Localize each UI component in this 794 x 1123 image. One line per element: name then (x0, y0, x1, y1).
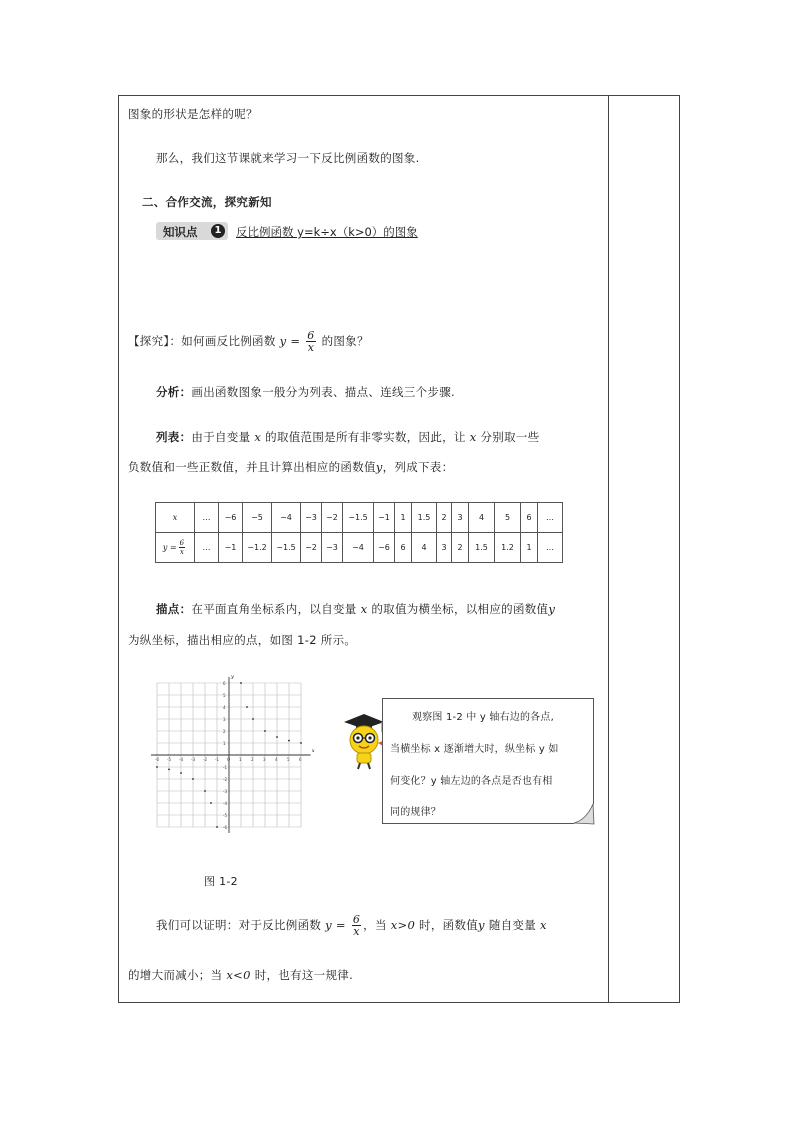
table-cell: −4 (343, 533, 374, 563)
fraction-6-over-x (306, 330, 315, 353)
proof-text-4: 时，函数值 (419, 918, 479, 932)
data-point (252, 718, 254, 720)
coordinate-graph (150, 674, 320, 840)
list-line-1 (156, 429, 539, 445)
analysis-label: 分析： (156, 385, 192, 399)
frac-num: 6 (352, 913, 361, 926)
table-cell: 4 (469, 503, 495, 533)
plot-text-1: 在平面直角坐标系内，以自变量 (191, 602, 357, 616)
list-label: 列表： (156, 430, 192, 444)
x-tick-label: 6 (299, 757, 302, 762)
y-tick-label: 3 (223, 717, 226, 722)
y-tick-label: 5 (223, 693, 226, 698)
plot-text-2: 的取值为横坐标，以相应的函数值 (371, 602, 549, 616)
data-point (288, 740, 290, 742)
table-cell: … (195, 533, 219, 563)
table-cell: 1.5 (469, 533, 495, 563)
table-cell: x (156, 503, 195, 533)
data-point (204, 790, 206, 792)
proof-cond-1: x>0 (390, 918, 416, 932)
table-cell: −6 (374, 533, 395, 563)
y-tick-label: -5 (223, 813, 227, 818)
table-cell: −5 (243, 503, 272, 533)
figure-caption: 图 1-2 (204, 875, 238, 888)
note-line-2: 当横坐标 x 逐渐增大时，纵坐标 y 如 (390, 744, 559, 755)
note-line-4: 同的规律？ (390, 807, 441, 818)
table-cell: −6 (219, 503, 243, 533)
table-cell: … (538, 503, 563, 533)
plot-line-1 (156, 601, 555, 617)
table-cell: −2 (322, 503, 343, 533)
y-tick-label: -3 (223, 789, 227, 794)
y-tick-label: -4 (223, 801, 227, 806)
values-table (155, 502, 563, 563)
analysis-text: 画出函数图象一般分为列表、描点、连线三个步骤. (191, 385, 455, 399)
table-cell: −1.2 (243, 533, 272, 563)
row2-label: y = (162, 543, 177, 552)
proof-text-5: 随自变量 (488, 918, 537, 932)
table-cell: −2 (301, 533, 322, 563)
data-point (276, 736, 278, 738)
badge-number-icon: 1 (211, 224, 225, 238)
data-point (192, 778, 194, 780)
x-tick-label: -6 (155, 757, 159, 762)
proof-line-2a: 的增大而减小；当 (128, 968, 223, 982)
table-cell: −4 (272, 503, 301, 533)
list-text-2: 的取值范围是所有非零实数，因此，让 (265, 430, 466, 444)
list-line-2 (128, 459, 453, 475)
frac-den: x (353, 925, 360, 938)
x-axis-label: x (311, 748, 315, 754)
y-tick-label: 2 (223, 729, 226, 734)
table-cell: −1.5 (343, 503, 374, 533)
data-point (240, 682, 242, 684)
table-row (156, 533, 563, 563)
explore-line (128, 330, 369, 353)
frac-num: 6 (179, 539, 185, 547)
var-y: y (478, 918, 485, 932)
proof-line-1 (156, 914, 547, 937)
var-x: x (539, 918, 547, 932)
table-cell: 1.2 (495, 533, 521, 563)
badge-label: 知识点 (163, 225, 198, 239)
scholar-cartoon-icon (340, 712, 386, 770)
frac-den: x (179, 548, 184, 556)
table-cell: 3 (437, 533, 452, 563)
data-point (210, 802, 212, 804)
eq-y: y = (279, 334, 301, 348)
var-y: y (375, 460, 383, 474)
proof-line-2 (128, 967, 353, 983)
table-row-label (156, 533, 195, 563)
var-x: x (254, 430, 262, 444)
table-cell: … (538, 533, 563, 563)
data-point (246, 706, 248, 708)
x-tick-label: -2 (203, 757, 207, 762)
x-tick-label: 3 (263, 757, 266, 762)
frac-num: 6 (307, 329, 315, 342)
list-text-3: 分别取一些 (480, 430, 540, 444)
x-tick-label: -5 (167, 757, 171, 762)
text-line-2: 那么，我们这节课就来学习一下反比例函数的图象. (156, 151, 420, 165)
explore-suffix: 的图象？ (321, 334, 369, 348)
table-cell: 1.5 (412, 503, 437, 533)
fraction-6-over-x (179, 539, 185, 556)
data-point (300, 742, 302, 744)
table-cell: −1.5 (272, 533, 301, 563)
table-cell: 6 (521, 503, 538, 533)
proof-text-1: 我们可以证明：对于反比例函数 (156, 918, 322, 932)
data-point (264, 730, 266, 732)
data-point (168, 769, 170, 771)
page-curl-icon (574, 804, 594, 824)
frac-den: x (307, 341, 315, 354)
y-tick-label: 4 (223, 705, 226, 710)
table-cell: 5 (495, 503, 521, 533)
var-x: x (469, 430, 477, 444)
table-cell: 1 (521, 533, 538, 563)
eq-y: y = (325, 918, 346, 932)
x-tick-label: 5 (287, 757, 290, 762)
y-tick-label: -2 (223, 777, 227, 782)
analysis-line (156, 384, 455, 400)
table-cell: 4 (412, 533, 437, 563)
y-axis-label: y (231, 674, 234, 681)
table-cell: 1 (395, 503, 412, 533)
y-tick-label: -6 (223, 825, 227, 830)
x-tick-label: -3 (191, 757, 195, 762)
x-tick-label: -1 (215, 757, 219, 762)
topic-title: 反比例函数 y=k÷x（k>0）的图象 (236, 225, 418, 239)
fraction-6-over-x (352, 914, 361, 937)
proof-line-2c: 时，也有这一规律. (254, 968, 354, 982)
table-cell: 6 (395, 533, 412, 563)
plot-label: 描点： (156, 602, 192, 616)
column-divider (608, 95, 609, 1003)
data-point (180, 772, 182, 774)
table-cell: −3 (301, 503, 322, 533)
x-tick-label: O (227, 757, 231, 762)
y-tick-label: 1 (223, 741, 226, 746)
list-line-2-end: ，列成下表： (382, 460, 454, 474)
data-point (216, 826, 218, 828)
x-tick-label: 1 (239, 757, 242, 762)
plot-line-2: 为纵坐标，描出相应的点，如图 1-2 所示。 (128, 633, 357, 647)
list-text-1: 由于自变量 (191, 430, 251, 444)
y-tick-label: 6 (223, 681, 226, 686)
table-cell: −3 (322, 533, 343, 563)
x-tick-label: -4 (179, 757, 183, 762)
proof-cond-2: x<0 (226, 968, 251, 982)
table-cell: 3 (452, 503, 469, 533)
text-line-1: 图象的形状是怎样的呢？ (128, 107, 258, 121)
list-line-2-text: 负数值和一些正数值，并且计算出相应的函数值 (128, 460, 376, 474)
var-x: x (360, 602, 368, 616)
note-line-1: 观察图 1-2 中 y 轴右边的各点, (412, 712, 554, 723)
explore-prefix: 【探究】：如何画反比例函数 (128, 334, 276, 348)
note-line-3: 何变化？y 轴左边的各点是否也有相 (390, 776, 553, 787)
y-tick-label: -1 (223, 765, 227, 770)
data-point (156, 766, 158, 768)
table-cell: −1 (374, 503, 395, 533)
section-heading: 二、合作交流，探究新知 (142, 195, 272, 209)
table-cell: −1 (219, 533, 243, 563)
table-cell: … (195, 503, 219, 533)
x-tick-label: 2 (251, 757, 254, 762)
proof-text-2: ，当 (363, 918, 387, 932)
table-row (156, 503, 563, 533)
x-tick-label: 4 (275, 757, 278, 762)
table-cell: 2 (437, 503, 452, 533)
table-cell: 2 (452, 533, 469, 563)
var-y: y (548, 602, 556, 616)
